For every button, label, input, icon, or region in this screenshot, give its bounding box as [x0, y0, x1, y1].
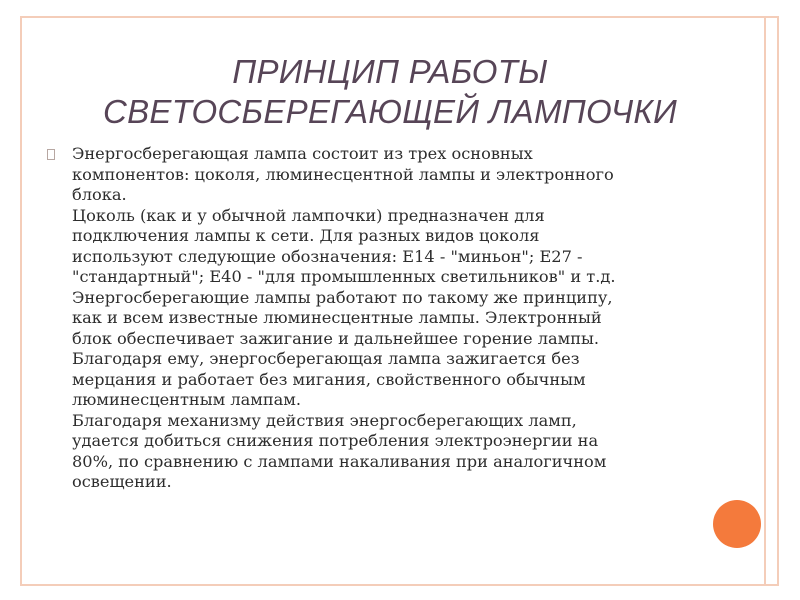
- title-line-1: ПРИНЦИП РАБОТЫ: [232, 53, 548, 90]
- paragraph-3: Энергосберегающие лампы работают по такому же принципу, как и всем известные люминесцентные лампы. Электронный блок обеспечивает зажигание и дальнейшее горение лампы.: [72, 287, 613, 348]
- slide-title: [40, 52, 740, 132]
- paragraph-2: Цоколь (как и у обычной лампочки) предназначен для подключения лампы к сети. Для разных видов цоколя используют следующие обозначения: Е14 - "миньон"; Е27 - "стандартный"; Е40 - "для промышленных светильников" и т.д.: [72, 205, 616, 286]
- decorative-circle: [713, 500, 761, 548]
- paragraph-1: Энергосберегающая лампа состоит из трех основных компонентов: цоколя, люминесцентной лампы и электронного блока.: [72, 144, 614, 204]
- bullet-icon: [47, 149, 55, 160]
- paragraph-4: Благодаря ему, энергосберегающая лампа зажигается без мерцания и работает без мигания, свойственного обычным люминесцентным лампам.: [72, 349, 586, 409]
- title-line-2: СВЕТОСБЕРЕГАЮЩЕЙ ЛАМПОЧКИ: [102, 93, 678, 130]
- paragraph-5: Благодаря механизму действия энергосберегающих ламп, удается добиться снижения потребления электроэнергии на 80%, по сравнению с лампами накаливания при аналогичном освещении.: [72, 410, 607, 491]
- frame-vertical-line: [764, 16, 766, 586]
- body-text: [72, 144, 712, 493]
